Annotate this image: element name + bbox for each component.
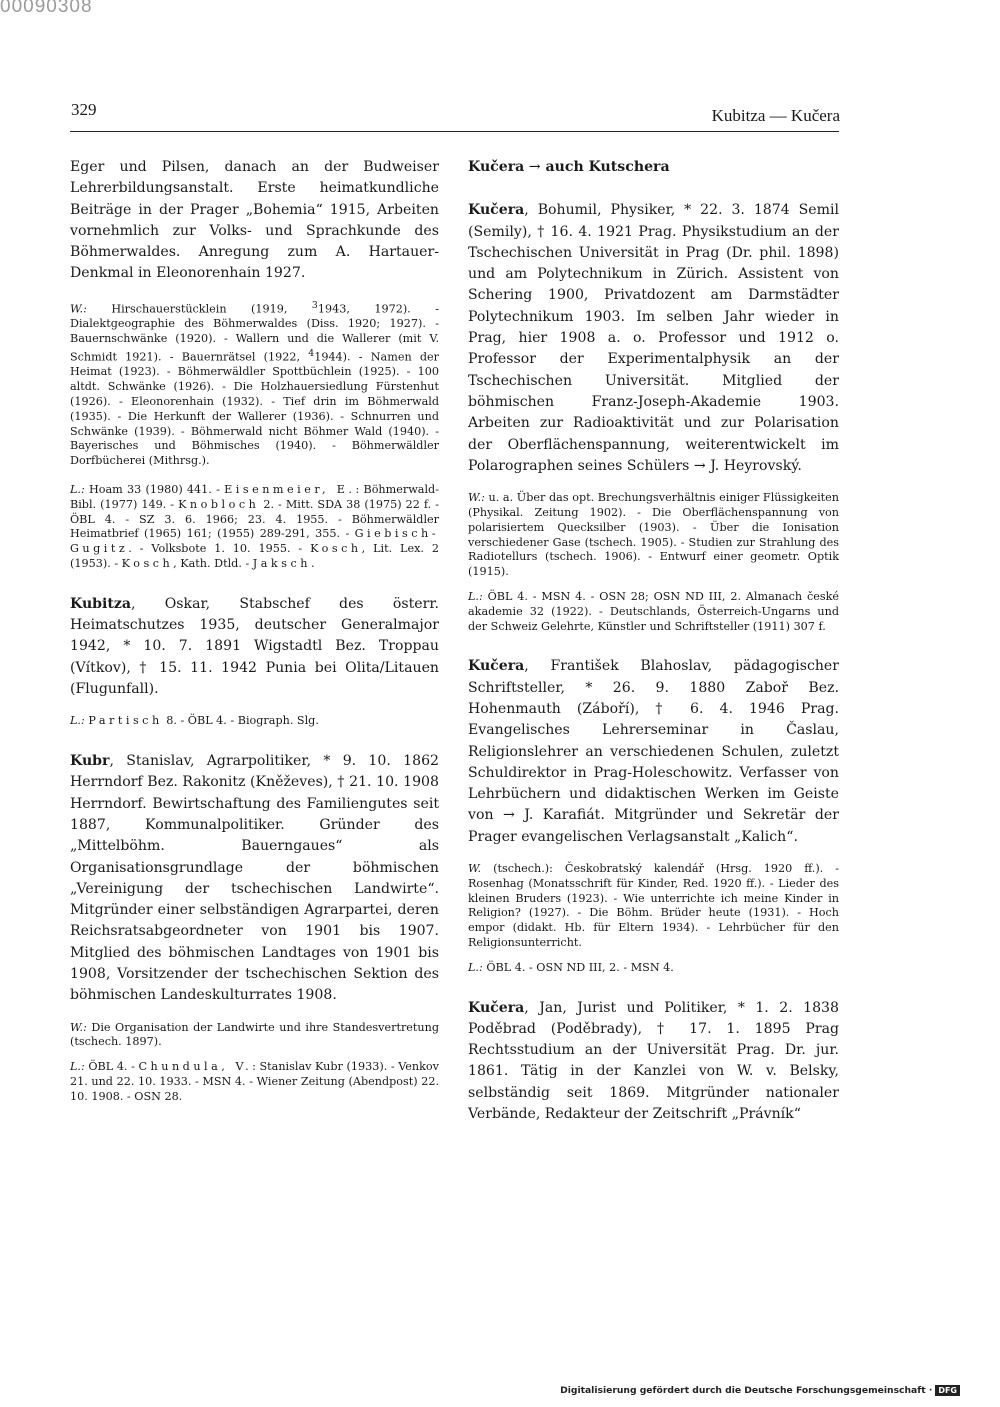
entry-headword: Kubitza [70, 595, 132, 612]
running-head: Kubitza — Kučera [711, 106, 840, 125]
dfg-logo: DFG [935, 1385, 960, 1396]
literature-list: L.: ÖBL 4. - MSN 4. - OSN 28; OSN ND III, 2. Almanach české akademie 32 (1922). - Deutschlands, Österreich-Ungarns und der Schweiz Gelehrte, Künstler und Schriftsteller (1911) 307 f. [468, 589, 839, 633]
entry-headword: Kubr [70, 753, 110, 770]
arrow-icon: → [693, 457, 706, 474]
literature-list: L.: Hoam 33 (1980) 441. - Eisenmeier, E.: Böhmerwald-Bibl. (1977) 149. - Knobloch 2. - Mitt. SDA 38 (1975) 22 f. - ÖBL 4. - SZ 3. 6. 1966; 23. 4. 1955. - Böhmerwäldler Heimatbrief (1965) 161; (1955) 289-291, 355. - Giebisch-Gugitz. - Volksbote 1. 10. 1955. - Kosch, Lit. Lex. 2 (1953). - Kosch, Kath. Dtld. - Jaksch. [70, 483, 439, 570]
scan-id: 00090308 [0, 0, 93, 17]
entry-headword: Kučera [468, 202, 525, 219]
works-list: W.: Hirschauerstücklein (1919, $^3$1943, 1972). - Dialektgeographie des Böhmerwaldes (Diss. 1920; 1927). - Bauernschwänke (1920). - Wallern und die Wallerer (mit V. Schmidt 1921). - Bauernrätsel (1922, $^4$1944). - Namen der Heimat (1923). - Böhmerwäldler Spottbüchlein (1925). - 100 altdt. Schwänke (1926). - Die Holzhauersiedlung Fürstenhut (1926). - Eleonorenhain (1932). - Tief drin im Böhmerwald (1935). - Die Herkunft der Wallerer (1936). - Schnurren und Schwänke (1939). - Böhmerwald nicht Böhmer Wald (1940). - Bayerisches und Böhmisches (1940). - Böhmerwäldler Dorfbücherei (Mithrsg.). [70, 299, 439, 468]
funding-footer [560, 1385, 960, 1396]
entry-kubitza: Kubitza, Oskar, Stabschef des österr. Heimatschutzes 1935, deutscher Generalmajor 1942, * 10. 7. 1891 Wigstadtl Bez. Troppau (Vítkov), † 15. 11. 1942 Punia bei Olita/Litauen (Flugunfall). [70, 595, 439, 697]
footer-text: Digitalisierung gefördert durch die Deutsche Forschungsgemeinschaft · [560, 1385, 933, 1396]
arrow-icon: → [528, 159, 541, 175]
entry-headword: Kučera [468, 999, 525, 1016]
continued-entry-text: Eger und Pilsen, danach an der Budweiser Lehrerbildungsanstalt. Erste heimatkundliche Beiträge in der Prager „Bohemia“ 1915, Arbeiten vornehmlich zur Volks- und Sprachkunde des Böhmerwaldes. Anregung zum A. Hartauer-Denkmal in Eleonorenhain 1927. [70, 159, 439, 282]
works-list: W.: Die Organisation der Landwirte und ihre Standesvertretung (tschech. 1897). [70, 1020, 439, 1049]
header-rule [70, 131, 839, 132]
cross-reference: Kučera → auch Kutschera [468, 159, 670, 175]
works-list: W. (tschech.): Českobratský kalendář (Hrsg. 1920 ff.). - Rosenhag (Monatsschrift für Kinder, Red. 1920 ff.). - Lieder des kleinen Bruders (1923). - Wie unterrichte ich meine Kinder in Religion? (1927). - Die Böhm. Brüder heute (1931). - Hoch empor (didakt. Hb. für Eltern 1934). - Lehrbücher für den Religionsunterricht. [468, 862, 839, 949]
literature-list: L.: ÖBL 4. - Chundula, V.: Stanislav Kubr (1933). - Venkov 21. und 22. 10. 1933. - MSN 4. - Wiener Zeitung (Abendpost) 22. 10. 1908. - OSN 28. [70, 1060, 439, 1103]
arrow-icon: → [503, 807, 515, 824]
works-list: W.: u. a. Über das opt. Brechungsverhältnis einiger Flüssigkeiten (Physikal. Zeitung 1902). - Die Oberflächenspannung von polarisiertem Quecksilber (1903). - Über die Ionisation verschiedener Gase (tschech. 1905). - Studien zur Strahlung des Radiotellurs (tschech. 1906). - Entwurf einer geometr. Optik (1915). [468, 491, 839, 579]
left-column [70, 157, 439, 1105]
literature-list: L.: Partisch 8. - ÖBL 4. - Biograph. Slg. [70, 714, 319, 728]
literature-list: L.: ÖBL 4. - OSN ND III, 2. - MSN 4. [468, 960, 674, 974]
entry-kubr: Kubr, Stanislav, Agrarpolitiker, * 9. 10. 1862 Herrndorf Bez. Rakonitz (Kněževes), † 21. 10. 1908 Herrndorf. Bewirtschaftung des Familiengutes seit 1887, Kommunalpolitiker. Gründer des „Mittelböhm. Bauerngaues“ als Organisationsgrundlage der böhmischen „Vereinigung der tschechischen Landwirte“. Mitgründer einer selbständigen Agrarpartei, deren Reichsratsabgeordneter von 1901 bis 1907. Mitglied des böhmischen Landtages von 1901 bis 1908, Vorsitzender der tschechischen Sektion des böhmischen Landeskulturrates 1908. [70, 753, 439, 1004]
entry-kucera-jan: Kučera, Jan, Jurist und Politiker, * 1. 2. 1838 Poděbrad (Poděbrady), † 17. 1. 1895 Prag Rechtsstudium an der Universität Prag. Dr. jur. 1861. Tätig in der Kanzlei von W. v. Belsky, selbständig seit 1869. Mitgründer nationaler Verbände, Redakteur der Zeitschrift „Právník“ [468, 999, 839, 1123]
entry-kucera-frantisek: Kučera, František Blahoslav, pädagogischer Schriftsteller, * 26. 9. 1880 Zaboř Bez. Hohenmauth (Záboří), † 6. 4. 1946 Prag. Evangelisches Lehrerseminar in Časlau, Religionslehrer an verschiedenen Schulen, zuletzt Schuldirektor in Prag-Holeschowitz. Verfasser von Lehrbüchern und didaktischen Werken im Geiste von → J. Karafiát. Mitgründer und Sekretär der Prager evangelischen Verlagsanstalt „Kalich“. [468, 658, 839, 845]
right-column [468, 157, 839, 1125]
page-number: 329 [71, 100, 97, 119]
entry-headword: Kučera [468, 658, 525, 675]
entry-headword: Kučera [468, 159, 525, 175]
entry-kucera-bohumil: Kučera, Bohumil, Physiker, * 22. 3. 1874 Semil (Semily), † 16. 4. 1921 Prag. Physikstudium an der Tschechischen Universität in Prag (Dr. phil. 1898) und am Polytechnikum in Zürich. Assistent von Schering 1900, Privatdozent am Darmstädter Polytechnikum 1903. Im selben Jahr wieder in Prag, hier 1908 a. o. Professor und 1912 o. Professor der Experimentalphysik an der Tschechischen Universität. Mitglied der böhmischen Franz-Joseph-Akademie 1903. Arbeiten zur Radioaktivität und zur Polarisation der Oberflächenspannung, weiterentwickelt im Polarographen seines Schülers → J. Heyrovský. [468, 202, 839, 474]
